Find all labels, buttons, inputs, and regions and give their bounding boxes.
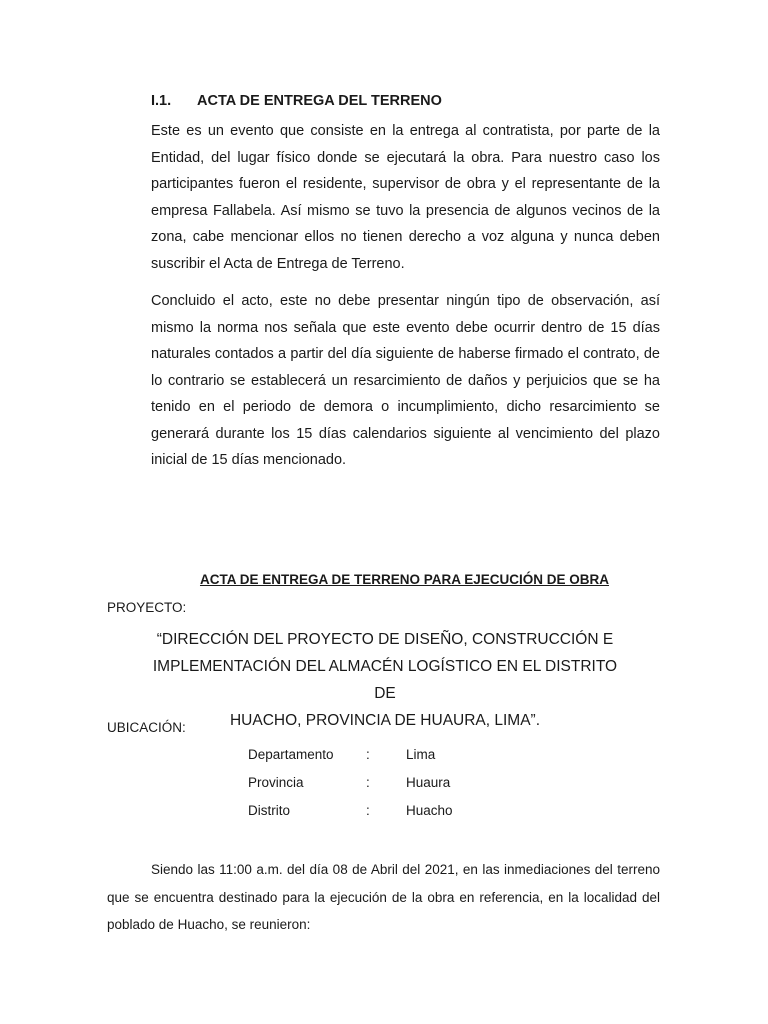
section-number: I.1. (151, 93, 172, 109)
closing-text: Siendo las 11:00 a.m. del día 08 de Abril del 2021, en las inmediaciones del terreno que se encuentra destinado para la ejecución de la obra en referencia, en la localidad del poblado de Huacho, se reunieron: (107, 862, 660, 932)
location-value: Huaura (406, 775, 451, 790)
project-name-line: IMPLEMENTACIÓN DEL ALMACÉN LOGÍSTICO EN EL DISTRITO DE (152, 658, 618, 702)
location-key: Departamento (248, 747, 334, 762)
project-name-line: “DIRECCIÓN DEL PROYECTO DE DISEÑO, CONSTRUCCIÓN E (156, 631, 614, 648)
location-separator: : (366, 803, 370, 818)
paragraph-conclusion: Concluido el acto, este no debe presentar ningún tipo de observación, así mismo la norma nos señala que este evento debe ocurrir dentro de 15 días naturales contados a partir del día siguiente de haberse firmado el contrato, de lo contrario se establecerá un resarcimiento de daños y perjuicios que se ha tenido en el periodo de demora o incumplimiento, dicho resarcimiento se generará durante los 15 días calendarios siguiente al vencimiento del plazo inicial de 15 días mencionado. (151, 293, 660, 468)
acta-title: ACTA DE ENTREGA DE TERRENO PARA EJECUCIÓN DE OBRA (199, 572, 610, 587)
location-row-distrito (248, 803, 453, 818)
location-separator: : (366, 747, 370, 762)
location-key: Provincia (248, 775, 304, 790)
location-separator: : (366, 775, 370, 790)
project-name-line: HUACHO, PROVINCIA DE HUAURA, LIMA”. (229, 712, 541, 729)
location-row-provincia (248, 775, 450, 790)
section-title: ACTA DE ENTREGA DEL TERRENO (197, 93, 442, 109)
ubicacion-label: UBICACIÓN: (107, 720, 186, 735)
paragraph-intro: Este es un evento que consiste en la entrega al contratista, por parte de la Entidad, del lugar físico donde se ejecutará la obra. Para nuestro caso los participantes fueron el residente, supervisor de obra y el representante de la empresa Fallabela. Así mismo se tuvo la presencia de algunos vecinos de la zona, cabe mencionar ellos no tienen derecho a voz alguna y nunca deben suscribir el Acta de Entrega de Terreno. (151, 123, 660, 272)
proyecto-label: PROYECTO: (107, 600, 187, 615)
project-name (150, 626, 620, 734)
location-row-departamento (248, 747, 435, 762)
location-value: Lima (406, 747, 436, 762)
location-key: Distrito (248, 803, 291, 818)
section-heading (151, 93, 442, 109)
closing-paragraph (107, 856, 660, 939)
location-value: Huacho (406, 803, 453, 818)
